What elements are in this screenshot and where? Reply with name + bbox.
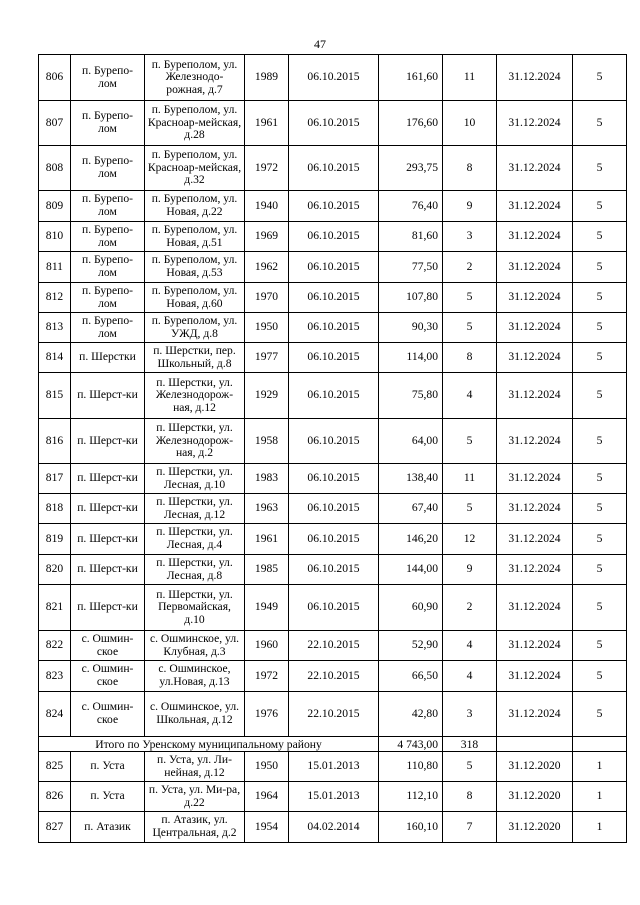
date-cell: 15.01.2013: [289, 752, 379, 782]
stage-cell: 5: [573, 313, 627, 343]
area-cell: 75,80: [379, 373, 443, 419]
table-row: [39, 555, 627, 585]
date-cell: 06.10.2015: [289, 252, 379, 283]
year-cell: 1972: [245, 146, 289, 191]
row-number-cell: 826: [39, 782, 71, 812]
area-cell: 160,10: [379, 812, 443, 843]
date-cell: 06.10.2015: [289, 419, 379, 464]
row-number-cell: 807: [39, 101, 71, 146]
stage-cell: 5: [573, 494, 627, 524]
date-cell: 06.10.2015: [289, 191, 379, 222]
row-number-cell: 813: [39, 313, 71, 343]
address-cell: п. Шерстки, ул. Лесная, д.12: [145, 494, 245, 524]
stage-cell: 5: [573, 222, 627, 252]
row-number-cell: 823: [39, 661, 71, 692]
residents-cell: 8: [443, 343, 497, 373]
residents-cell: 2: [443, 252, 497, 283]
deadline-cell: 31.12.2024: [497, 555, 573, 585]
address-cell: п. Шерстки, ул. Железнодорож-ная, д.2: [145, 419, 245, 464]
locality-cell: п. Атазик: [71, 812, 145, 843]
address-cell: п. Бурепoлом, ул. Красноар-мейская, д.32: [145, 146, 245, 191]
residents-cell: 12: [443, 524, 497, 555]
table-row: [39, 631, 627, 661]
locality-cell: п. Бурепо-лом: [71, 222, 145, 252]
stage-cell: 5: [573, 146, 627, 191]
row-number-cell: 819: [39, 524, 71, 555]
address-cell: с. Ошминское, ул. Школьная, д.12: [145, 692, 245, 737]
housing-register-table: [38, 54, 627, 843]
table-row: [39, 313, 627, 343]
stage-cell: 5: [573, 555, 627, 585]
table-row: [39, 55, 627, 101]
locality-cell: п. Шерст-ки: [71, 373, 145, 419]
row-number-cell: 815: [39, 373, 71, 419]
table-row: [39, 101, 627, 146]
address-cell: п. Бурепoлом, ул. УЖД, д.8: [145, 313, 245, 343]
area-cell: 144,00: [379, 555, 443, 585]
row-number-cell: 812: [39, 283, 71, 313]
table-row: [39, 494, 627, 524]
table-row: [39, 661, 627, 692]
year-cell: 1960: [245, 631, 289, 661]
address-cell: п. Шерстки, ул. Лесная, д.8: [145, 555, 245, 585]
date-cell: 22.10.2015: [289, 661, 379, 692]
residents-cell: 4: [443, 373, 497, 419]
area-cell: 112,10: [379, 782, 443, 812]
table-row: [39, 191, 627, 222]
stage-cell: 5: [573, 191, 627, 222]
row-number-cell: 820: [39, 555, 71, 585]
locality-cell: п. Уста: [71, 782, 145, 812]
stage-cell: 5: [573, 692, 627, 737]
date-cell: 06.10.2015: [289, 373, 379, 419]
date-cell: 15.01.2013: [289, 782, 379, 812]
deadline-cell: 31.12.2024: [497, 631, 573, 661]
row-number-cell: 810: [39, 222, 71, 252]
table-row: [39, 252, 627, 283]
deadline-cell: 31.12.2024: [497, 101, 573, 146]
locality-cell: п. Шерст-ки: [71, 524, 145, 555]
residents-cell: 5: [443, 419, 497, 464]
table-row: [39, 373, 627, 419]
residents-cell: 11: [443, 55, 497, 101]
year-cell: 1950: [245, 752, 289, 782]
row-number-cell: 809: [39, 191, 71, 222]
residents-cell: 5: [443, 494, 497, 524]
year-cell: 1970: [245, 283, 289, 313]
residents-cell: 5: [443, 752, 497, 782]
year-cell: 1958: [245, 419, 289, 464]
row-number-cell: 806: [39, 55, 71, 101]
locality-cell: п. Шерст-ки: [71, 585, 145, 631]
area-cell: 293,75: [379, 146, 443, 191]
stage-cell: 5: [573, 524, 627, 555]
row-number-cell: 814: [39, 343, 71, 373]
address-cell: п. Шерстки, ул. Лесная, д.10: [145, 464, 245, 494]
year-cell: 1977: [245, 343, 289, 373]
page-number: 47: [314, 37, 326, 51]
table-row: [39, 464, 627, 494]
residents-cell: 8: [443, 782, 497, 812]
address-cell: п. Бурепoлом, ул. Красноар-мейская, д.28: [145, 101, 245, 146]
date-cell: 22.10.2015: [289, 631, 379, 661]
date-cell: 06.10.2015: [289, 343, 379, 373]
date-cell: 06.10.2015: [289, 55, 379, 101]
area-cell: 60,90: [379, 585, 443, 631]
deadline-cell: 31.12.2024: [497, 585, 573, 631]
area-cell: 114,00: [379, 343, 443, 373]
stage-cell: 5: [573, 419, 627, 464]
deadline-cell: 31.12.2024: [497, 313, 573, 343]
deadline-cell: 31.12.2024: [497, 524, 573, 555]
deadline-cell: 31.12.2020: [497, 812, 573, 843]
locality-cell: п. Шерстки: [71, 343, 145, 373]
year-cell: 1963: [245, 494, 289, 524]
locality-cell: с. Ошмин-ское: [71, 631, 145, 661]
area-cell: 110,80: [379, 752, 443, 782]
stage-cell: 5: [573, 101, 627, 146]
locality-cell: п. Бурепо-лом: [71, 101, 145, 146]
deadline-cell: 31.12.2024: [497, 146, 573, 191]
area-cell: 107,80: [379, 283, 443, 313]
stage-cell: 5: [573, 283, 627, 313]
stage-cell: 5: [573, 464, 627, 494]
date-cell: 06.10.2015: [289, 222, 379, 252]
date-cell: 06.10.2015: [289, 146, 379, 191]
locality-cell: с. Ошмин-ское: [71, 692, 145, 737]
date-cell: 06.10.2015: [289, 464, 379, 494]
year-cell: 1961: [245, 101, 289, 146]
table-row: [39, 585, 627, 631]
address-cell: п. Шерстки, ул. Первомайская, д.10: [145, 585, 245, 631]
row-number-cell: 824: [39, 692, 71, 737]
stage-cell: 5: [573, 55, 627, 101]
locality-cell: п. Бурепо-лом: [71, 191, 145, 222]
deadline-cell: 31.12.2020: [497, 752, 573, 782]
table-row: [39, 419, 627, 464]
table-row: [39, 146, 627, 191]
empty-cell: [573, 737, 627, 752]
deadline-cell: 31.12.2024: [497, 494, 573, 524]
address-cell: п. Уста, ул. Ми-ра, д.22: [145, 782, 245, 812]
locality-cell: п. Шерст-ки: [71, 494, 145, 524]
total-row: [39, 737, 627, 752]
residents-cell: 10: [443, 101, 497, 146]
year-cell: 1972: [245, 661, 289, 692]
date-cell: 22.10.2015: [289, 692, 379, 737]
area-cell: 81,60: [379, 222, 443, 252]
deadline-cell: 31.12.2020: [497, 782, 573, 812]
address-cell: с. Ошминское, ул.Новая, д.13: [145, 661, 245, 692]
row-number-cell: 818: [39, 494, 71, 524]
locality-cell: п. Бурепо-лом: [71, 313, 145, 343]
deadline-cell: 31.12.2024: [497, 252, 573, 283]
deadline-cell: 31.12.2024: [497, 464, 573, 494]
area-cell: 161,60: [379, 55, 443, 101]
residents-cell: 2: [443, 585, 497, 631]
table-row: [39, 283, 627, 313]
residents-cell: 3: [443, 222, 497, 252]
locality-cell: п. Уста: [71, 752, 145, 782]
deadline-cell: 31.12.2024: [497, 191, 573, 222]
row-number-cell: 808: [39, 146, 71, 191]
total-residents: 318: [443, 737, 497, 752]
area-cell: 67,40: [379, 494, 443, 524]
stage-cell: 5: [573, 661, 627, 692]
address-cell: п. Шерстки, ул. Лесная, д.4: [145, 524, 245, 555]
total-area: 4 743,00: [379, 737, 443, 752]
address-cell: п. Шерстки, пер. Школьный, д.8: [145, 343, 245, 373]
area-cell: 76,40: [379, 191, 443, 222]
deadline-cell: 31.12.2024: [497, 661, 573, 692]
address-cell: п. Бурепoлом, ул. Железнодо-рожная, д.7: [145, 55, 245, 101]
locality-cell: п. Бурепо-лом: [71, 283, 145, 313]
residents-cell: 11: [443, 464, 497, 494]
residents-cell: 8: [443, 146, 497, 191]
year-cell: 1949: [245, 585, 289, 631]
locality-cell: п. Шерст-ки: [71, 555, 145, 585]
year-cell: 1985: [245, 555, 289, 585]
row-number-cell: 821: [39, 585, 71, 631]
empty-cell: [497, 737, 573, 752]
date-cell: 06.10.2015: [289, 585, 379, 631]
year-cell: 1983: [245, 464, 289, 494]
stage-cell: 5: [573, 585, 627, 631]
stage-cell: 5: [573, 252, 627, 283]
table-row: [39, 524, 627, 555]
area-cell: 138,40: [379, 464, 443, 494]
deadline-cell: 31.12.2024: [497, 283, 573, 313]
date-cell: 06.10.2015: [289, 283, 379, 313]
residents-cell: 9: [443, 191, 497, 222]
date-cell: 04.02.2014: [289, 812, 379, 843]
deadline-cell: 31.12.2024: [497, 692, 573, 737]
stage-cell: 1: [573, 812, 627, 843]
address-cell: п. Бурепoлом, ул. Новая, д.53: [145, 252, 245, 283]
total-label: Итого по Уренскому муниципальному району: [39, 737, 379, 752]
address-cell: п. Бурепoлом, ул. Новая, д.51: [145, 222, 245, 252]
address-cell: с. Ошминское, ул. Клубная, д.3: [145, 631, 245, 661]
date-cell: 06.10.2015: [289, 101, 379, 146]
locality-cell: п. Шерст-ки: [71, 464, 145, 494]
table-row: [39, 222, 627, 252]
residents-cell: 5: [443, 283, 497, 313]
row-number-cell: 817: [39, 464, 71, 494]
locality-cell: п. Бурепо-лом: [71, 55, 145, 101]
stage-cell: 1: [573, 782, 627, 812]
row-number-cell: 816: [39, 419, 71, 464]
stage-cell: 1: [573, 752, 627, 782]
area-cell: 90,30: [379, 313, 443, 343]
year-cell: 1976: [245, 692, 289, 737]
row-number-cell: 825: [39, 752, 71, 782]
residents-cell: 5: [443, 313, 497, 343]
table-row: [39, 812, 627, 843]
address-cell: п. Бурепoлом, ул. Новая, д.22: [145, 191, 245, 222]
area-cell: 66,50: [379, 661, 443, 692]
date-cell: 06.10.2015: [289, 313, 379, 343]
area-cell: 52,90: [379, 631, 443, 661]
year-cell: 1969: [245, 222, 289, 252]
locality-cell: п. Бурепо-лом: [71, 146, 145, 191]
stage-cell: 5: [573, 373, 627, 419]
date-cell: 06.10.2015: [289, 524, 379, 555]
address-cell: п. Бурепoлом, ул. Новая, д.60: [145, 283, 245, 313]
date-cell: 06.10.2015: [289, 555, 379, 585]
year-cell: 1962: [245, 252, 289, 283]
year-cell: 1989: [245, 55, 289, 101]
residents-cell: 9: [443, 555, 497, 585]
area-cell: 77,50: [379, 252, 443, 283]
stage-cell: 5: [573, 343, 627, 373]
table-row: [39, 752, 627, 782]
deadline-cell: 31.12.2024: [497, 343, 573, 373]
year-cell: 1929: [245, 373, 289, 419]
deadline-cell: 31.12.2024: [497, 55, 573, 101]
table-row: [39, 343, 627, 373]
deadline-cell: 31.12.2024: [497, 222, 573, 252]
locality-cell: п. Шерст-ки: [71, 419, 145, 464]
residents-cell: 3: [443, 692, 497, 737]
address-cell: п. Уста, ул. Ли-нейная, д.12: [145, 752, 245, 782]
area-cell: 42,80: [379, 692, 443, 737]
row-number-cell: 822: [39, 631, 71, 661]
area-cell: 64,00: [379, 419, 443, 464]
residents-cell: 4: [443, 661, 497, 692]
locality-cell: с. Ошмин-ское: [71, 661, 145, 692]
table-row: [39, 782, 627, 812]
residents-cell: 4: [443, 631, 497, 661]
locality-cell: п. Бурепо-лом: [71, 252, 145, 283]
address-cell: п. Шерстки, ул. Железнодорож-ная, д.12: [145, 373, 245, 419]
date-cell: 06.10.2015: [289, 494, 379, 524]
deadline-cell: 31.12.2024: [497, 373, 573, 419]
deadline-cell: 31.12.2024: [497, 419, 573, 464]
row-number-cell: 827: [39, 812, 71, 843]
row-number-cell: 811: [39, 252, 71, 283]
year-cell: 1950: [245, 313, 289, 343]
stage-cell: 5: [573, 631, 627, 661]
year-cell: 1964: [245, 782, 289, 812]
year-cell: 1954: [245, 812, 289, 843]
table-row: [39, 692, 627, 737]
address-cell: п. Атазик, ул. Центральная, д.2: [145, 812, 245, 843]
year-cell: 1961: [245, 524, 289, 555]
area-cell: 146,20: [379, 524, 443, 555]
year-cell: 1940: [245, 191, 289, 222]
residents-cell: 7: [443, 812, 497, 843]
area-cell: 176,60: [379, 101, 443, 146]
